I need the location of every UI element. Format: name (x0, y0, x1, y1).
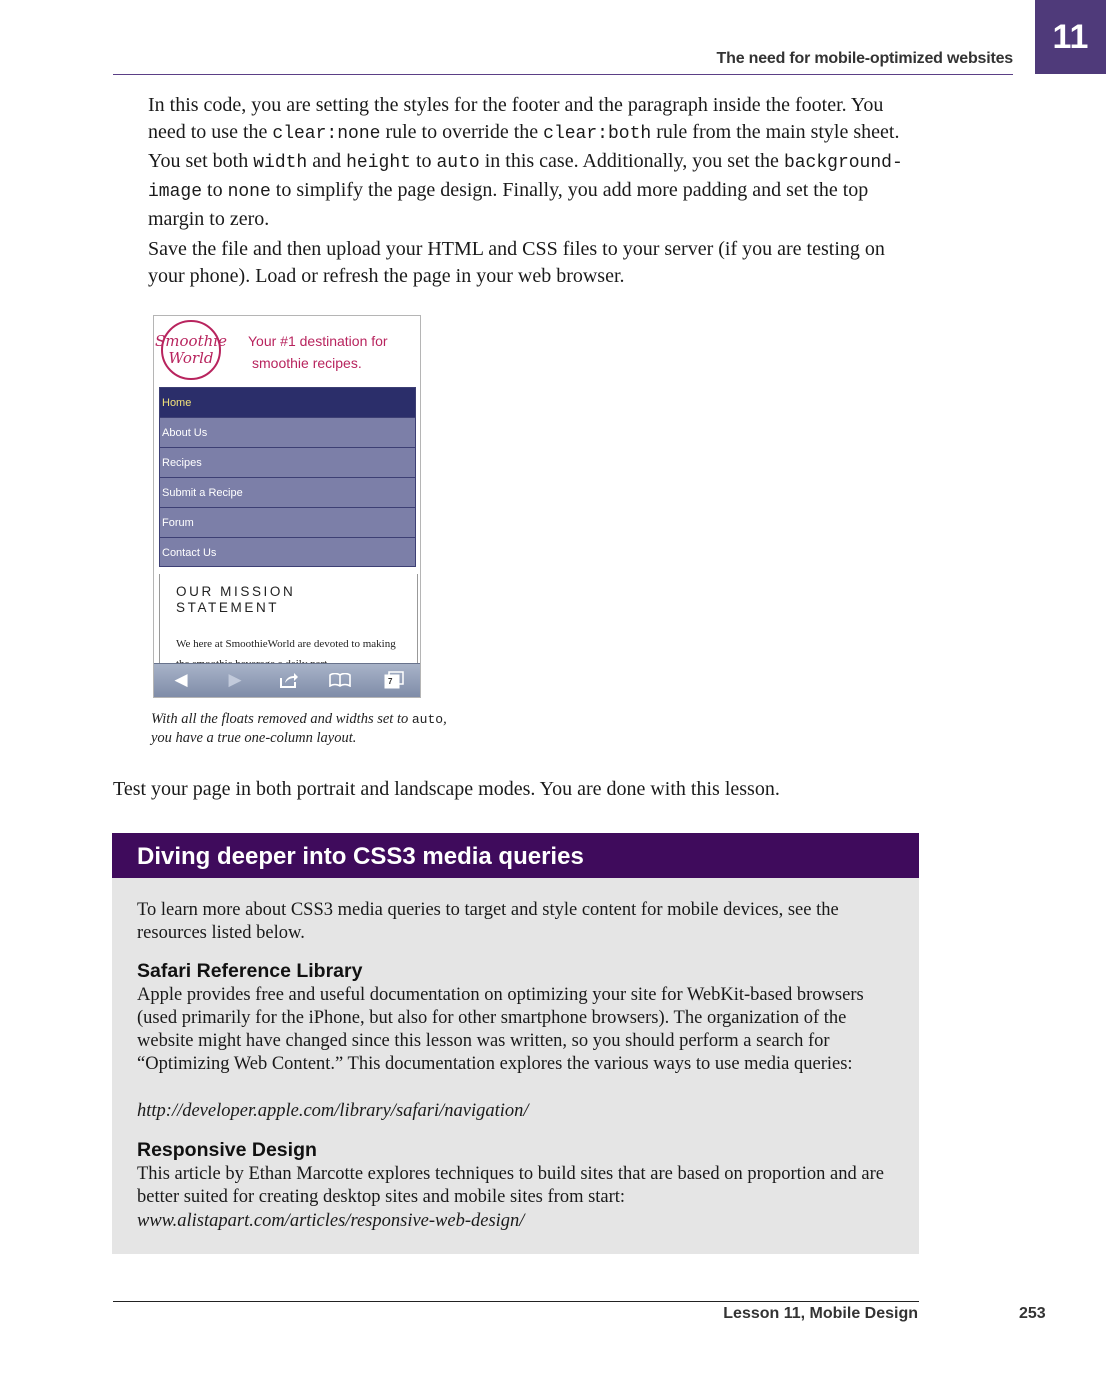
chapter-number-tab: 11 (1035, 0, 1106, 74)
body-paragraph-2: Save the file and then upload your HTML and CSS files to your server (if you are testing on your phone). Load or refresh the page in your web browser. (148, 238, 885, 287)
responsive-design-link[interactable]: www.alistapart.com/articles/responsive-web-design/ (137, 1211, 525, 1231)
caption-text: , you have a true one-column layout. (151, 711, 447, 746)
nav-item-recipes[interactable]: Recipes (159, 447, 416, 477)
body-paragraph-1 (148, 92, 923, 233)
mission-text: We here at SmoothieWorld are devoted to making (176, 638, 396, 650)
inline-code: auto (436, 153, 480, 173)
inline-code: clear:both (543, 124, 652, 144)
mission-title: OUR MISSION STATEMENT (176, 584, 296, 615)
nav-item-submit-recipe[interactable]: Submit a Recipe (159, 477, 416, 507)
running-head-title: The need for mobile-optimized websites (716, 50, 1013, 67)
nav-item-forum[interactable]: Forum (159, 507, 416, 537)
phone-screenshot-figure (153, 315, 421, 698)
browser-toolbar (154, 663, 420, 697)
bookmarks-icon[interactable] (327, 668, 353, 692)
sidebar-text-safari: Apple provides free and useful documentation on optimizing your site for WebKit-based browsers (used primarily for the iPhone, but also for other smartphone browsers). The organization of the website might have changed since this lesson was written, so you should perform a search for “Optimizing Web Content.” This documentation explores the various ways to use media queries: (137, 985, 864, 1074)
footer-lesson-label: Lesson 11, Mobile Design (723, 1305, 918, 1322)
para-text: In this code, you are setting the styles for the footer and the paragraph inside the footer. You need to use the (148, 94, 884, 143)
para-text: to simplify the page design. Finally, you add more padding and set the top margin to zero. (148, 179, 869, 230)
mission-section (159, 574, 418, 664)
inline-code: clear:none (272, 124, 381, 144)
inline-code: width (253, 153, 308, 173)
logo-line-1: Smoothie (155, 332, 227, 350)
forward-arrow-icon: ▶ (228, 670, 242, 689)
sidebar-intro: To learn more about CSS3 media queries to target and style content for mobile devices, see the resources listed below. (137, 900, 839, 943)
para-text: and (307, 150, 347, 172)
nav-item-about-us[interactable]: About Us (159, 417, 416, 447)
inline-code: background-image (148, 153, 903, 202)
tabs-icon[interactable] (381, 668, 407, 692)
sidebar-text-responsive: This article by Ethan Marcotte explores techniques to build sites that are based on proportion and are better suited for creating desktop sites and mobile sites from start: (137, 1164, 884, 1207)
tagline-line-1: Your #1 destination for (248, 333, 388, 349)
back-arrow-icon[interactable]: ◀ (174, 670, 188, 689)
share-icon[interactable] (276, 668, 302, 692)
smoothie-world-logo (155, 320, 227, 380)
site-tagline (248, 330, 408, 374)
logo-line-2: World (168, 349, 214, 367)
sidebar-heading-safari: Safari Reference Library (137, 960, 363, 982)
caption-code: auto (411, 712, 444, 727)
inline-code: none (227, 182, 271, 202)
sidebar-title: Diving deeper into CSS3 media queries (112, 833, 919, 878)
site-navigation (159, 387, 416, 567)
figure-caption (151, 710, 451, 748)
nav-item-home[interactable]: Home (159, 387, 416, 417)
running-head (113, 0, 1013, 75)
body-paragraph-3: Test your page in both portrait and landscape modes. You are done with this lesson. (113, 778, 780, 800)
sidebar-box (112, 833, 919, 1254)
para-text: in this case. Additionally, you set the (479, 150, 784, 172)
para-text: rule to override the (380, 121, 544, 143)
para-text: to (202, 179, 228, 201)
nav-item-contact-us[interactable]: Contact Us (159, 537, 416, 567)
para-text: to (410, 150, 437, 172)
footer-rule (113, 1301, 919, 1302)
tabs-count: 7 (388, 677, 393, 686)
tagline-line-2: smoothie recipes. (252, 355, 362, 371)
sidebar-heading-responsive: Responsive Design (137, 1139, 317, 1161)
caption-text: With all the floats removed and widths set to (151, 711, 412, 727)
page-number: 253 (1019, 1305, 1046, 1322)
safari-reference-link[interactable]: http://developer.apple.com/library/safari/navigation/ (137, 1101, 529, 1121)
para-text: rule from the main style sheet. You set both (148, 121, 900, 172)
inline-code: height (346, 153, 411, 173)
